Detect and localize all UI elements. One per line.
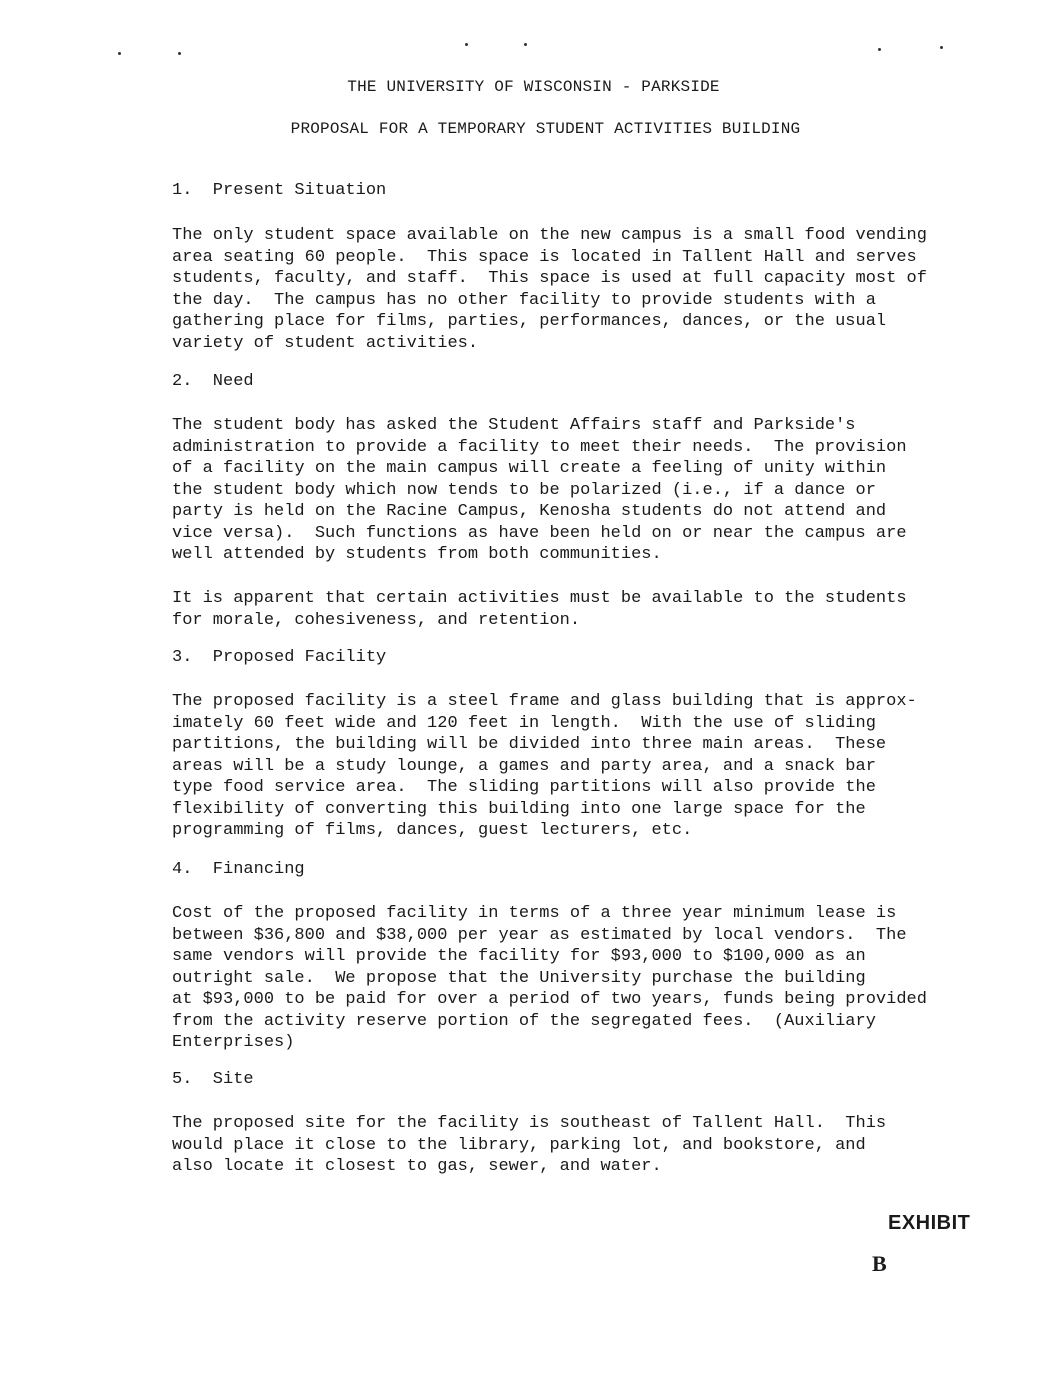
exhibit-stamp-label: EXHIBIT — [888, 1212, 971, 1234]
document-title: PROPOSAL FOR A TEMPORARY STUDENT ACTIVITIES BUILDING — [290, 120, 801, 138]
exhibit-stamp-letter: B — [872, 1251, 887, 1276]
paragraph-financing: Cost of the proposed facility in terms of a three year minimum lease is between $36,800 and $38,000 per year as estimated by local vendors. The same vendors will provide the facility for $93,000 to $100,000 as an outright sale. We propose that the University purchase the building at $93,000 to be paid for over a period of two years, funds being provided from the activity reserve portion of the segregated fees. (Auxiliary Enterprises) — [172, 904, 927, 1052]
paragraph-site: The proposed site for the facility is southeast of Tallent Hall. This would place it close to the library, parking lot, and bookstore, and also locate it closest to gas, sewer, and water. — [172, 1114, 887, 1176]
paragraph-need-retention: It is apparent that certain activities must be available to the students for morale, cohesiveness, and retention. — [172, 589, 907, 630]
scan-speck — [878, 48, 881, 51]
section-heading-site: 5. Site — [172, 1070, 254, 1089]
scan-speck — [178, 52, 181, 55]
scan-speck — [465, 43, 468, 46]
scan-speck — [940, 46, 943, 49]
section-heading-proposed-facility: 3. Proposed Facility — [172, 648, 387, 667]
section-heading-present-situation: 1. Present Situation — [172, 181, 387, 200]
scan-speck — [524, 43, 527, 46]
institution-title: THE UNIVERSITY OF WISCONSIN - PARKSIDE — [347, 78, 720, 96]
section-heading-need: 2. Need — [172, 372, 254, 391]
paragraph-present-situation: The only student space available on the new campus is a small food vending area seating 60 people. This space is located in Tallent Hall and serves students, faculty, and staff. This space is used at full capacity most of the day. The campus has no other facility to provide students with a gathering place for films, parties, performances, dances, or the usual variety of student activities. — [172, 226, 927, 353]
paragraph-need: The student body has asked the Student Affairs staff and Parkside's administration to provide a facility to meet their needs. The provision of a facility on the main campus will create a feeling of unity within the student body which now tends to be polarized (i.e., if a dance or party is held on the Racine Campus, Kenosha students do not attend and vice versa). Such functions as have been held on or near the campus are well attended by students from both communities. — [172, 416, 907, 564]
paragraph-proposed-facility: The proposed facility is a steel frame and glass building that is approx- imately 60 feet wide and 120 feet in length. With the use of sliding partitions, the building will be divided into three main areas. These areas will be a study lounge, a games and party area, and a snack bar type food service area. The sliding partitions will also provide the flexibility of converting this building into one large space for the programming of films, dances, guest lecturers, etc. — [172, 692, 917, 840]
section-heading-financing: 4. Financing — [172, 860, 305, 879]
scan-speck — [118, 52, 121, 55]
